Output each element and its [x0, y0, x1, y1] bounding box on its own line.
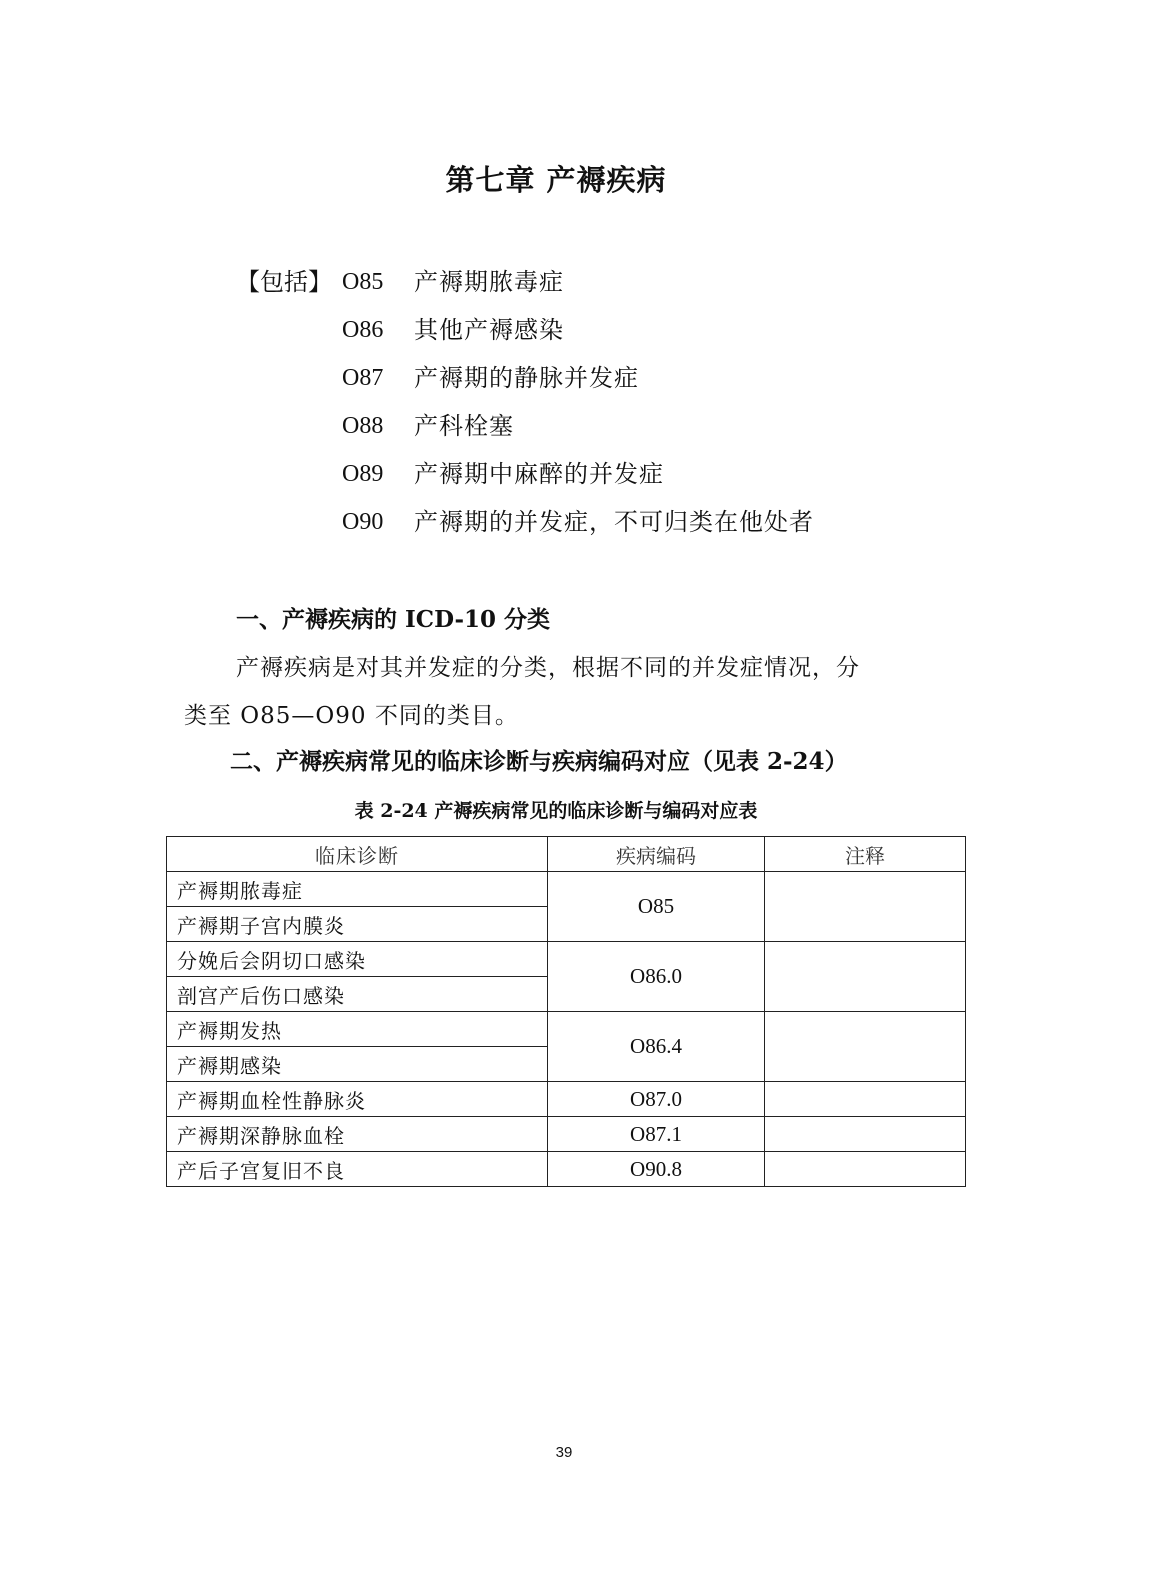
- include-code: O86: [342, 317, 384, 343]
- include-desc: 产科栓塞: [414, 412, 514, 440]
- note-cell: [765, 1012, 966, 1082]
- diagnosis-cell: 产后子宫复旧不良: [167, 1152, 548, 1187]
- include-desc: 产褥期的静脉并发症: [414, 364, 639, 392]
- section-paragraph: 类至 O85—O90 不同的类目。: [184, 703, 519, 729]
- table-row: [167, 1012, 966, 1047]
- header-code: 疾病编码: [548, 837, 765, 872]
- note-cell: [765, 1082, 966, 1117]
- include-item: [236, 502, 996, 550]
- table-caption: 表 2-24 产褥疾病常见的临床诊断与编码对应表: [354, 800, 758, 822]
- code-cell: O86.0: [548, 942, 765, 1012]
- table-row: [167, 942, 966, 977]
- include-code: O88: [342, 413, 384, 439]
- include-desc: 其他产褥感染: [414, 316, 564, 344]
- header-diagnosis: 临床诊断: [167, 837, 548, 872]
- header-note: 注释: [765, 837, 966, 872]
- include-code: O89: [342, 461, 384, 487]
- diagnosis-cell: 剖宫产后伤口感染: [167, 977, 548, 1012]
- include-code: O87: [342, 365, 384, 391]
- diagnosis-cell: 产褥期深静脉血栓: [167, 1117, 548, 1152]
- include-item: [236, 406, 996, 454]
- include-desc: 产褥期脓毒症: [414, 268, 564, 296]
- diagnosis-cell: 产褥期子宫内膜炎: [167, 907, 548, 942]
- table-row: [167, 1117, 966, 1152]
- note-cell: [765, 872, 966, 942]
- include-item: [236, 310, 996, 358]
- include-item: [236, 358, 996, 406]
- section-heading-diagnosis-codes: 二、产褥疾病常见的临床诊断与疾病编码对应（见表 2-24）: [230, 748, 848, 775]
- include-code: O90: [342, 509, 384, 535]
- include-item: [236, 262, 996, 310]
- table-header-row: [167, 837, 966, 872]
- code-cell: O87.1: [548, 1117, 765, 1152]
- diagnosis-cell: 分娩后会阴切口感染: [167, 942, 548, 977]
- table-row: [167, 1082, 966, 1117]
- table-row: [167, 872, 966, 907]
- code-cell: O86.4: [548, 1012, 765, 1082]
- code-cell: O87.0: [548, 1082, 765, 1117]
- code-cell: O85: [548, 872, 765, 942]
- diagnosis-code-table: [166, 836, 966, 1187]
- note-cell: [765, 942, 966, 1012]
- section-heading-icd10: 一、产褥疾病的 ICD-10 分类: [236, 606, 551, 633]
- page-number: 39: [555, 1444, 573, 1461]
- include-desc: 产褥期的并发症，不可归类在他处者: [414, 508, 814, 536]
- chapter-title: 第七章 产褥疾病: [445, 163, 667, 197]
- include-item: [236, 454, 996, 502]
- note-cell: [765, 1152, 966, 1187]
- diagnosis-cell: 产褥期血栓性静脉炎: [167, 1082, 548, 1117]
- diagnosis-cell: 产褥期脓毒症: [167, 872, 548, 907]
- table-row: [167, 1152, 966, 1187]
- note-cell: [765, 1117, 966, 1152]
- include-desc: 产褥期中麻醉的并发症: [414, 460, 664, 488]
- include-list: [236, 262, 996, 550]
- diagnosis-cell: 产褥期感染: [167, 1047, 548, 1082]
- code-cell: O90.8: [548, 1152, 765, 1187]
- diagnosis-cell: 产褥期发热: [167, 1012, 548, 1047]
- include-prefix: 【包括】: [236, 268, 332, 296]
- include-code: O85: [342, 269, 384, 295]
- section-paragraph: 产褥疾病是对其并发症的分类，根据不同的并发症情况，分: [236, 655, 860, 681]
